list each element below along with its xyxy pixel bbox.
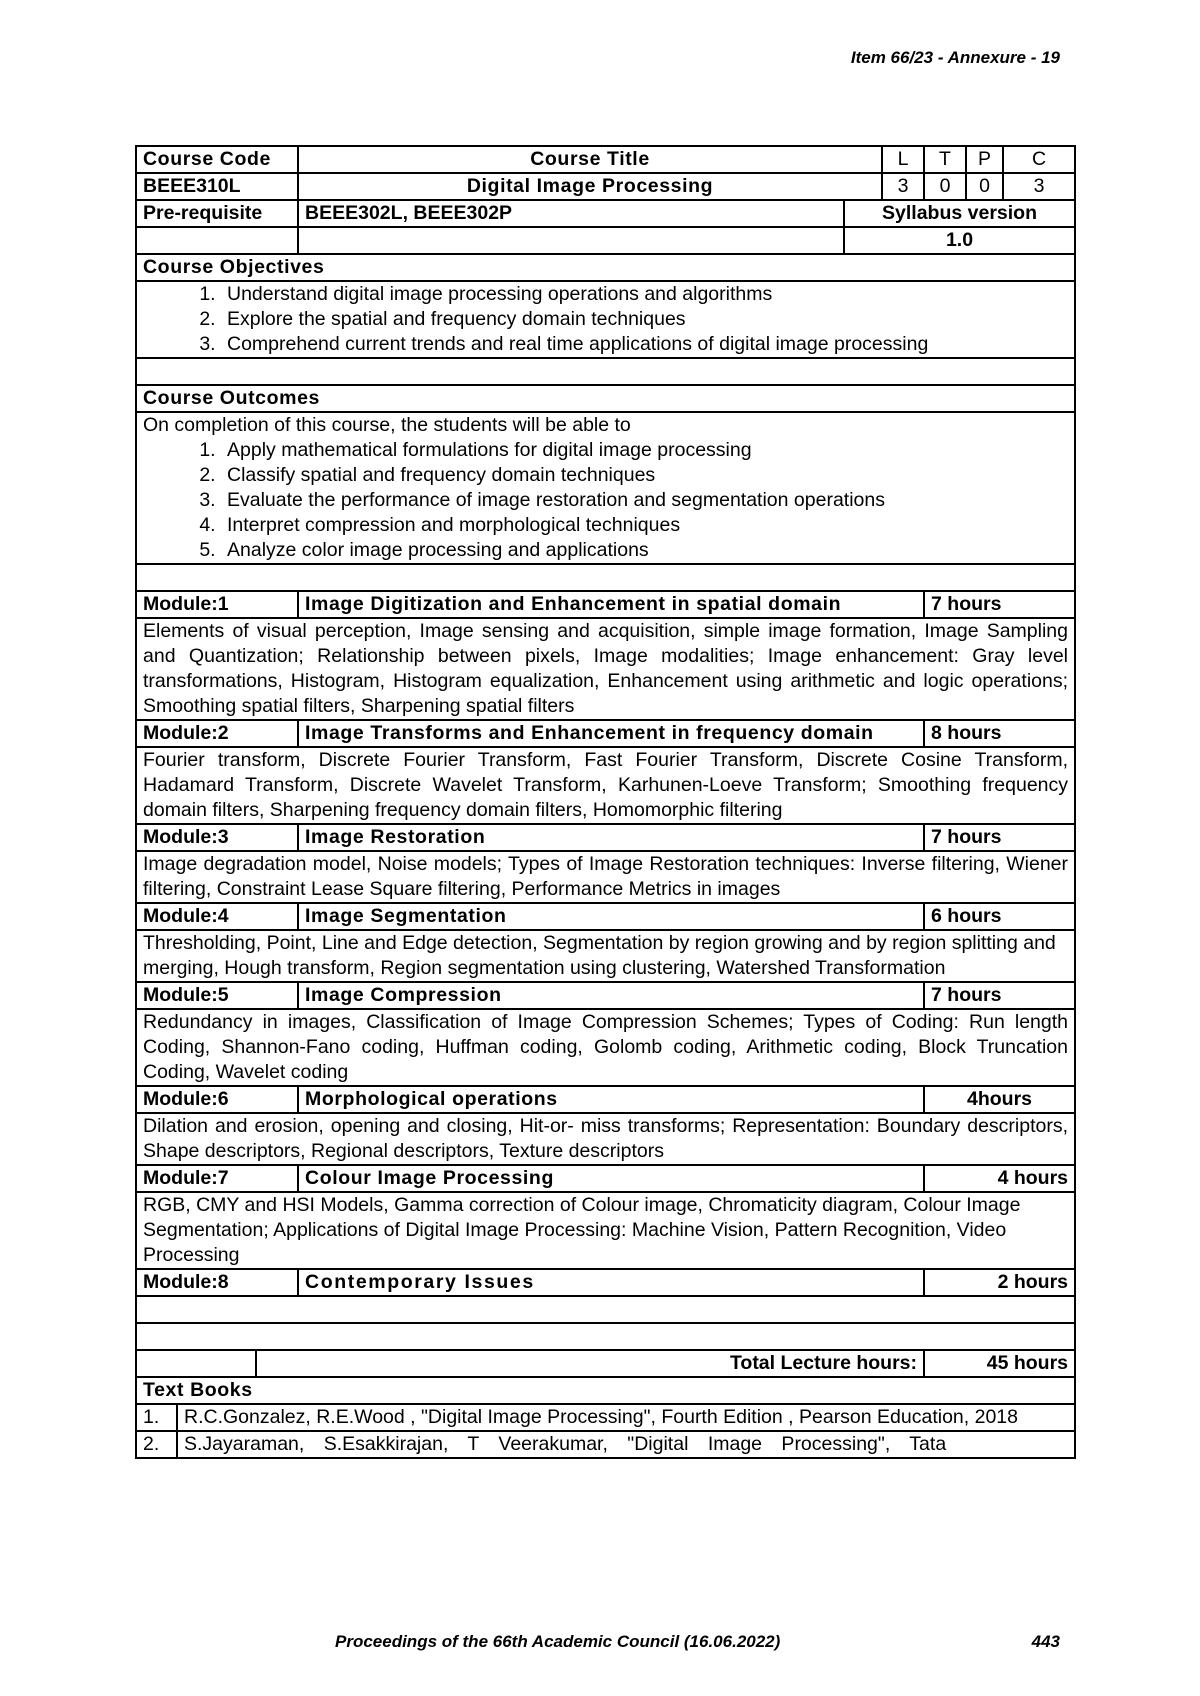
list-item: 2. Explore the spatial and frequency domain techniques	[221, 307, 1068, 332]
outcomes-intro: On completion of this course, the students will be able to	[143, 414, 631, 436]
module-title: Image Restoration	[298, 824, 924, 851]
page-footer	[335, 1632, 1060, 1652]
prereq-row	[136, 200, 1075, 227]
course-code: BEEE310L	[136, 173, 298, 200]
outcomes-heading: Course Outcomes	[136, 385, 1075, 412]
total-row	[136, 1350, 1075, 1377]
c-label: C	[1003, 146, 1075, 173]
list-item: 1. Apply mathematical formulations for digital image processing	[221, 438, 1068, 463]
module-content: Elements of visual perception, Image sensing and acquisition, simple image formation, Image Sampling and Quantization; Relationship between pixels, Image modalities; Image enhancement: Gray level transformations, Histogram, Histogram equalization, Enhancement using arithmetic and logic operations; Smoothing spatial filters, Sharpening spatial filters	[136, 618, 1075, 720]
page-header: Item 66/23 - Annexure - 19	[850, 48, 1060, 67]
module-5-header	[136, 982, 1075, 1009]
list-item: 4. Interpret compression and morphological techniques	[221, 513, 1068, 538]
module-label: Module:4	[136, 903, 298, 930]
module-content: Dilation and erosion, opening and closing, Hit-or- miss transforms; Representation: Boundary descriptors, Shape descriptors, Regional descriptors, Texture descriptors	[136, 1113, 1075, 1165]
p-label: P	[966, 146, 1003, 173]
module-label: Module:2	[136, 720, 298, 747]
objectives-list-cell	[136, 281, 1075, 358]
module-title: Morphological operations	[298, 1086, 924, 1113]
module-hours: 7 hours	[924, 824, 1075, 851]
list-item: 3. Comprehend current trends and real time applications of digital image processing	[221, 332, 1068, 357]
c-value: 3	[1003, 173, 1075, 200]
syllabus-table	[135, 145, 1076, 1459]
header-row	[136, 146, 1075, 173]
module-content: Redundancy in images, Classification of Image Compression Schemes; Types of Coding: Run length Coding, Shannon-Fano coding, Huffman coding, Golomb coding, Arithmetic coding, Block Truncation Coding, Wavelet coding	[136, 1009, 1075, 1086]
course-title: Digital Image Processing	[298, 173, 882, 200]
module-label: Module:5	[136, 982, 298, 1009]
module-title: Image Compression	[298, 982, 924, 1009]
list-item	[136, 1404, 1075, 1431]
course-row	[136, 173, 1075, 200]
outcomes-list	[143, 438, 1068, 563]
module-label: Module:1	[136, 591, 298, 618]
textbook-number: 2.	[137, 1432, 177, 1457]
module-label: Module:3	[136, 824, 298, 851]
module-content: RGB, CMY and HSI Models, Gamma correction of Colour image, Chromaticity diagram, Colour Image Segmentation; Applications of Digital Image Processing: Machine Vision, Pattern Recognition, Video Processing	[136, 1192, 1075, 1269]
module-6-header	[136, 1086, 1075, 1113]
list-item: 3. Evaluate the performance of image restoration and segmentation operations	[221, 488, 1068, 513]
module-hours: 7 hours	[924, 591, 1075, 618]
list-item: 1. Understand digital image processing operations and algorithms	[221, 282, 1068, 307]
t-label: T	[924, 146, 966, 173]
module-title: Image Transforms and Enhancement in frequency domain	[298, 720, 924, 747]
course-code-label: Course Code	[136, 146, 298, 173]
module-hours: 6 hours	[924, 903, 1075, 930]
syllabus-version: 1.0	[844, 227, 1075, 254]
prereq-value: BEEE302L, BEEE302P	[298, 200, 844, 227]
module-content: Fourier transform, Discrete Fourier Transform, Fast Fourier Transform, Discrete Cosine Transform, Hadamard Transform, Discrete Wavelet Transform, Karhunen-Loeve Transform; Smoothing frequency domain filters, Sharpening frequency domain filters, Homomorphic filtering	[136, 747, 1075, 824]
course-title-label: Course Title	[298, 146, 882, 173]
module-hours: 4 hours	[924, 1165, 1075, 1192]
module-label: Module:8	[136, 1269, 298, 1296]
objectives-list	[143, 282, 1068, 357]
module-label: Module:7	[136, 1165, 298, 1192]
module-title: Image Digitization and Enhancement in spatial domain	[298, 591, 924, 618]
t-value: 0	[924, 173, 966, 200]
module-title: Colour Image Processing	[298, 1165, 924, 1192]
textbook-text: S.Jayaraman, S.Esakkirajan, T Veerakumar, "Digital Image Processing", Tata	[184, 1433, 947, 1455]
l-label: L	[882, 146, 924, 173]
textbook-text: R.C.Gonzalez, R.E.Wood , "Digital Image Processing", Fourth Edition , Pearson Education, 2018	[184, 1406, 1018, 1428]
module-4-header	[136, 903, 1075, 930]
textbooks-heading: Text Books	[136, 1377, 1075, 1404]
module-8-header	[136, 1269, 1075, 1296]
list-item: 2. Classify spatial and frequency domain techniques	[221, 463, 1068, 488]
module-title: Contemporary Issues	[298, 1269, 924, 1296]
outcomes-cell	[136, 412, 1075, 564]
module-3-header	[136, 824, 1075, 851]
module-7-header	[136, 1165, 1075, 1192]
module-content: Thresholding, Point, Line and Edge detection, Segmentation by region growing and by region splitting and merging, Hough transform, Region segmentation using clustering, Watershed Transformation	[136, 930, 1075, 982]
version-row	[136, 227, 1075, 254]
module-title: Image Segmentation	[298, 903, 924, 930]
p-value: 0	[966, 173, 1003, 200]
total-label: Total Lecture hours:	[256, 1350, 924, 1377]
footer-text: Proceedings of the 66th Academic Council (16.06.2022)	[335, 1632, 781, 1651]
syllabus-version-label: Syllabus version	[844, 200, 1075, 227]
module-hours: 7 hours	[924, 982, 1075, 1009]
module-label: Module:6	[136, 1086, 298, 1113]
prereq-label: Pre-requisite	[136, 200, 298, 227]
page-number: 443	[1031, 1632, 1060, 1651]
list-item: 5. Analyze color image processing and applications	[221, 538, 1068, 563]
textbook-number: 1.	[137, 1405, 177, 1430]
list-item	[136, 1431, 1075, 1458]
l-value: 3	[882, 173, 924, 200]
module-2-header	[136, 720, 1075, 747]
module-content	[136, 1296, 1075, 1323]
module-hours: 2 hours	[924, 1269, 1075, 1296]
module-1-header	[136, 591, 1075, 618]
module-hours: 4hours	[924, 1086, 1075, 1113]
objectives-heading: Course Objectives	[136, 254, 1075, 281]
module-content: Image degradation model, Noise models; Types of Image Restoration techniques: Inverse filtering, Wiener filtering, Constraint Lease Square filtering, Performance Metrics in images	[136, 851, 1075, 903]
total-hours: 45 hours	[924, 1350, 1075, 1377]
module-hours: 8 hours	[924, 720, 1075, 747]
